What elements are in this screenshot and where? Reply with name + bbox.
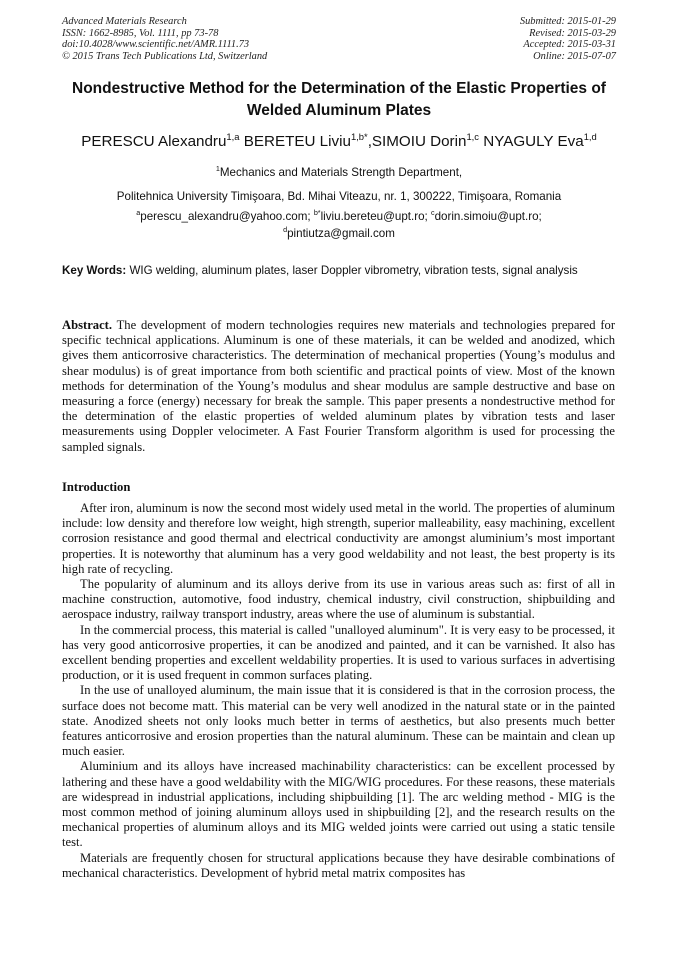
paragraph: In the commercial process, this material is called "unalloyed aluminum". It is very easy to be processed, it has very good anticorrosive properties, it can be anodized and painted, and it can be varnished. It also has excellent bending properties and excellent weldability properties. It is used to various surfaces in advertising production, or it is used frequent in common surfaces plating. <box>62 622 615 683</box>
author-affiliation-mark: 1,b* <box>350 130 368 142</box>
author-separator: , <box>367 133 372 150</box>
email-separator: ; <box>538 210 542 223</box>
author-affiliation-mark: 1,d <box>583 130 597 142</box>
email-link[interactable]: liviu.bereteu@upt.ro <box>320 210 425 223</box>
journal-name: Advanced Materials Research <box>62 16 187 27</box>
journal-doi: doi:10.4028/www.scientific.net/AMR.1111.73 <box>62 39 250 51</box>
email-separator: ; <box>307 210 314 223</box>
journal-copyright: © 2015 Trans Tech Publications Ltd, Switzerland <box>62 50 268 62</box>
date-accepted: Accepted: 2015-03-31 <box>523 39 616 51</box>
affiliation-line-1: Mechanics and Materials Strength Department, <box>219 166 463 179</box>
section-heading-introduction: Introduction <box>62 480 131 494</box>
paragraph: In the use of unalloyed aluminum, the main issue that it is considered is that in the corrosion process, the surface does not become matt. This material can be very well anodized in the natural state or in the painted state. Anodized sheets not only looks much better in terms of aesthetics, but also presents much better features anticorrosive and erosion properties than the natural aluminum. These can be maintain and clean up much easier. <box>62 683 615 759</box>
journal-info <box>62 16 267 62</box>
affiliation-department <box>40 166 638 180</box>
email-separator: ; <box>424 210 431 223</box>
affiliation-mark: 1 <box>215 164 220 174</box>
author-affiliation-mark: 1,c <box>466 130 479 142</box>
author-list <box>40 132 638 152</box>
abstract-block <box>62 318 615 455</box>
paragraph: The popularity of aluminum and its alloys derive from its use in various areas such as: first of all in machine construction, automotive, food industry, chemical industry, civil construction, shipbuilding and aerospace industry, railway transport industry, areas where the use of aluminum is substantial. <box>62 577 615 622</box>
email-link[interactable]: dorin.simoiu@upt.ro <box>434 210 539 223</box>
paragraph: After iron, aluminum is now the second most widely used metal in the world. The properties of aluminum include: low density and therefore low weight, high strength, superior malleability, easy machining, excellent corrosion resistance and good thermal and electrical conductivity are amongst aluminium’s most important properties. It is noteworthy that aluminum has a very good weldability and not least, the best property is its high rate of recycling. <box>62 501 615 576</box>
author-emails <box>60 208 618 242</box>
author-name: NYAGULY Eva <box>483 133 584 150</box>
affiliation-address: Politehnica University Timişoara, Bd. Mihai Viteazu, nr. 1, 300222, Timişoara, Romania <box>116 190 562 203</box>
email-mark: b* <box>313 208 321 218</box>
author-name: SIMOIU Dorin <box>371 133 467 150</box>
email-mark: d <box>283 225 288 235</box>
email-link[interactable]: pintiutza@gmail.com <box>287 227 395 240</box>
email-link[interactable]: perescu_alexandru@yahoo.com <box>140 210 308 223</box>
author-name: PERESCU Alexandru <box>81 133 227 150</box>
author-affiliation-mark: 1,a <box>226 130 240 142</box>
paper-title: Nondestructive Method for the Determination of the Elastic Properties of Welded Aluminum Plates <box>72 80 606 119</box>
paragraph: Materials are frequently chosen for structural applications because they have desirable combinations of mechanical characteristics. Development of hybrid metal matrix composites has <box>62 850 615 880</box>
keywords-text: WIG welding, aluminum plates, laser Doppler vibrometry, vibration tests, signal analysis <box>129 264 578 277</box>
introduction-body <box>62 501 615 881</box>
email-mark: a <box>136 208 141 218</box>
keywords-block <box>62 262 615 279</box>
email-mark: c <box>431 208 435 218</box>
publication-dates <box>520 16 616 62</box>
author-name: BERETEU Liviu <box>243 133 351 150</box>
journal-issn: ISSN: 1662-8985, Vol. 1111, pp 73-78 <box>62 27 219 39</box>
date-online: Online: 2015-07-07 <box>533 50 616 62</box>
date-revised: Revised: 2015-03-29 <box>529 27 616 39</box>
keywords-label: Key Words: <box>62 264 127 277</box>
paragraph: Aluminium and its alloys have increased machinability characteristics: can be excellent processed by lathering and these have a good weldability with the MIG/WIG procedures. For these reasons, these materials are widespread in industrial applications, including shipbuilding [1]. The arc welding method - MIG is the most common method of joining aluminum alloys used in shipbuilding [2], and the research results on the mechanical properties of aluminum alloys and its MIG welded joints were carried out using a static tensile test. <box>62 759 615 850</box>
date-submitted: Submitted: 2015-01-29 <box>519 16 616 27</box>
abstract-text: The development of modern technologies requires new materials and technologies prepared for specific technical applications. Aluminum is one of these materials, it can be welded and anodized, which gives them anticorrosive characteristics. The determination of mechanical properties (Young’s modulus and shear modulus) is of great importance from both scientific and practical points of view. Most of the known methods for determination of the Young’s modulus and shear modulus are sample destructive and base on measuring a force (energy) necessary for break the sample. This paper presents a nondestructive method for the determination of the elastic properties of welded aluminum plates by vibration tests and laser measurements using Doppler velocimeter. A Fast Fourier Transform algorithm is used for processing the sampled signals. <box>62 318 616 454</box>
abstract-label: Abstract. <box>62 318 113 332</box>
